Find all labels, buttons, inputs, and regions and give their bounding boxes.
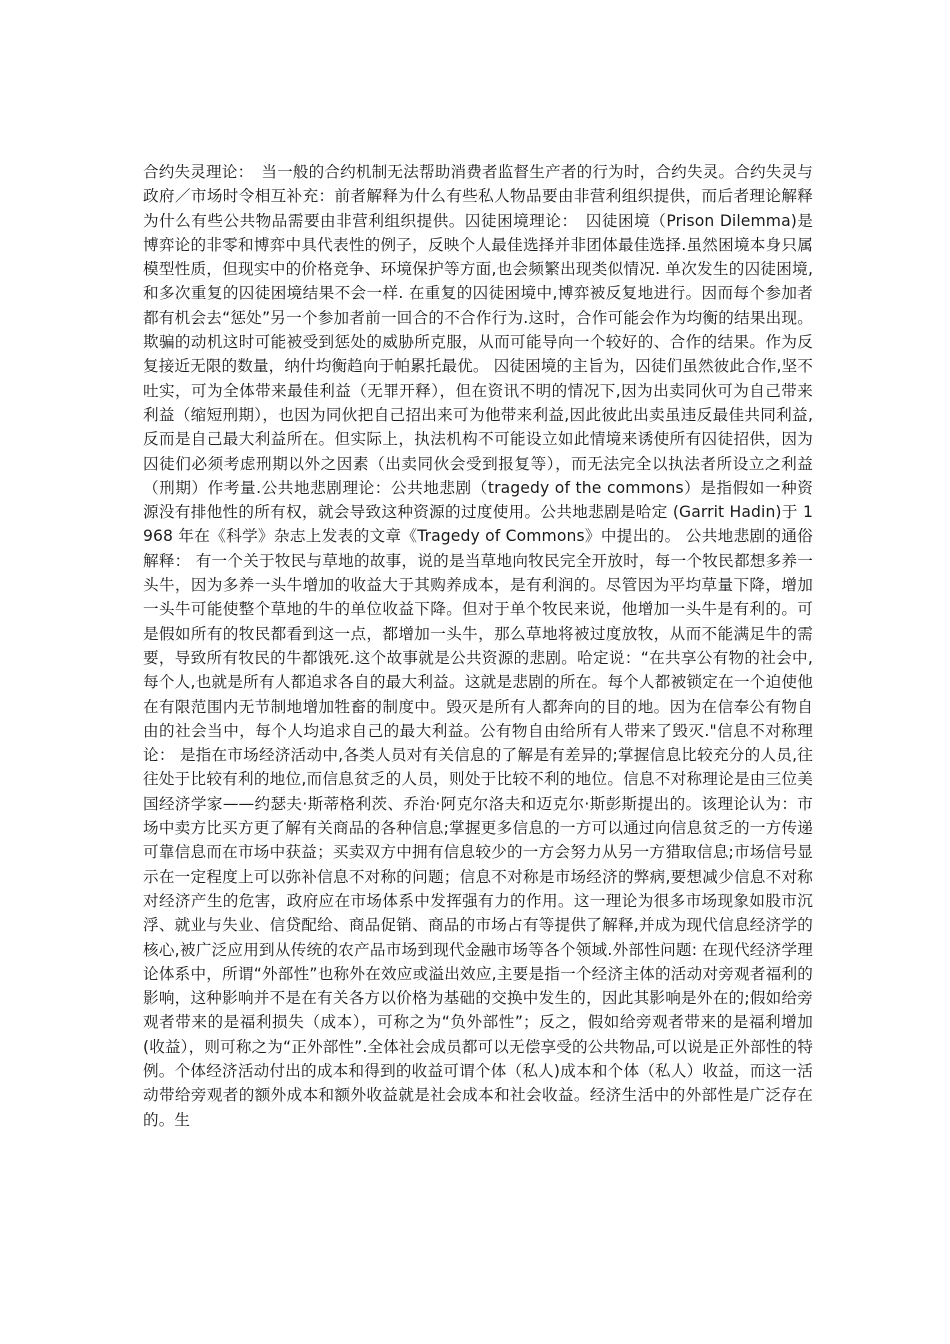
document-body bbox=[143, 160, 813, 1132]
body-paragraph: 合约失灵理论： 当一般的合约机制无法帮助消费者监督生产者的行为时，合约失灵。合约失灵与政府／市场时令相互补充：前者解释为什么有些私人物品要由非营利组织提供，而后者理论解释为什么有些公共物品需要由非营利组织提供。囚徒困境理论： 囚徒困境（Prison Dilemma)是博弈论的非零和博弈中具代表性的例子，反映个人最佳选择并非团体最佳选择.虽然困境本身只属模型性质，但现实中的价格竞争、环境保护等方面,也会频繁出现类似情况. 单次发生的囚徒困境,和多次重复的囚徒困境结果不会一样. 在重复的囚徒困境中,博弈被反复地进行。因而每个参加者都有机会去“惩处”另一个参加者前一回合的不合作行为.这时，合作可能会作为均衡的结果出现。欺骗的动机这时可能被受到惩处的威胁所克服，从而可能导向一个较好的、合作的结果。作为反复接近无限的数量，纳什均衡趋向于帕累托最优。 囚徒困境的主旨为，囚徒们虽然彼此合作,坚不吐实，可为全体带来最佳利益（无罪开释），但在资讯不明的情况下,因为出卖同伙可为自己带来利益（缩短刑期），也因为同伙把自己招出来可为他带来利益,因此彼此出卖虽违反最佳共同利益,反而是自己最大利益所在。但实际上，执法机构不可能设立如此情境来诱使所有囚徒招供，因为囚徒们必须考虑刑期以外之因素（出卖同伙会受到报复等），而无法完全以执法者所设立之利益（刑期）作考量.公共地悲剧理论：公共地悲剧（tragedy of the commons）是指假如一种资源没有排他性的所有权，就会导致这种资源的过度使用。公共地悲剧是哈定 (Garrit Hadin)于 1968 年在《科学》杂志上发表的文章《Tragedy of Commons》中提出的。 公共地悲剧的通俗解释： 有一个关于牧民与草地的故事，说的是当草地向牧民完全开放时，每一个牧民都想多养一头牛，因为多养一头牛增加的收益大于其购养成本，是有利润的。尽管因为平均草量下降，增加一头牛可能使整个草地的牛的单位收益下降。但对于单个牧民来说，他增加一头牛是有利的。可是假如所有的牧民都看到这一点，都增加一头牛，那么草地将被过度放牧，从而不能满足牛的需要，导致所有牧民的牛都饿死.这个故事就是公共资源的悲剧。哈定说：“在共享公有物的社会中,每个人,也就是所有人都追求各自的最大利益。这就是悲剧的所在。每个人都被锁定在一个迫使他在有限范围内无节制地增加牲畜的制度中。毁灭是所有人都奔向的目的地。因为在信奉公有物自由的社会当中，每个人均追求自己的最大利益。公有物自由给所有人带来了毁灭."信息不对称理论： 是指在市场经济活动中,各类人员对有关信息的了解是有差异的;掌握信息比较充分的人员,往往处于比较有利的地位,而信息贫乏的人员，则处于比较不利的地位。信息不对称理论是由三位美国经济学家——约瑟夫·斯蒂格利茨、乔治·阿克尔洛夫和迈克尔·斯彭斯提出的。该理论认为：市场中卖方比买方更了解有关商品的各种信息;掌握更多信息的一方可以通过向信息贫乏的一方传递可靠信息而在市场中获益；买卖双方中拥有信息较少的一方会努力从另一方猎取信息;市场信号显示在一定程度上可以弥补信息不对称的问题；信息不对称是市场经济的弊病,要想减少信息不对称对经济产生的危害，政府应在市场体系中发挥强有力的作用。这一理论为很多市场现象如股市沉浮、就业与失业、信贷配给、商品促销、商品的市场占有等提供了解释,并成为现代信息经济学的核心,被广泛应用到从传统的农产品市场到现代金融市场等各个领域.外部性问题: 在现代经济学理论体系中，所谓“外部性”也称外在效应或溢出效应,主要是指一个经济主体的活动对旁观者福利的影响，这种影响并不是在有关各方以价格为基础的交换中发生的，因此其影响是外在的;假如给旁观者带来的是福利损失（成本），可称之为“负外部性”；反之，假如给旁观者带来的是福利增加(收益），则可称之为“正外部性”.全体社会成员都可以无偿享受的公共物品,可以说是正外部性的特例。个体经济活动付出的成本和得到的收益可谓个体（私人)成本和个体（私人）收益，而这一活动带给旁观者的额外成本和额外收益就是社会成本和社会收益。经济生活中的外部性是广泛存在的。生 bbox=[143, 163, 813, 1129]
